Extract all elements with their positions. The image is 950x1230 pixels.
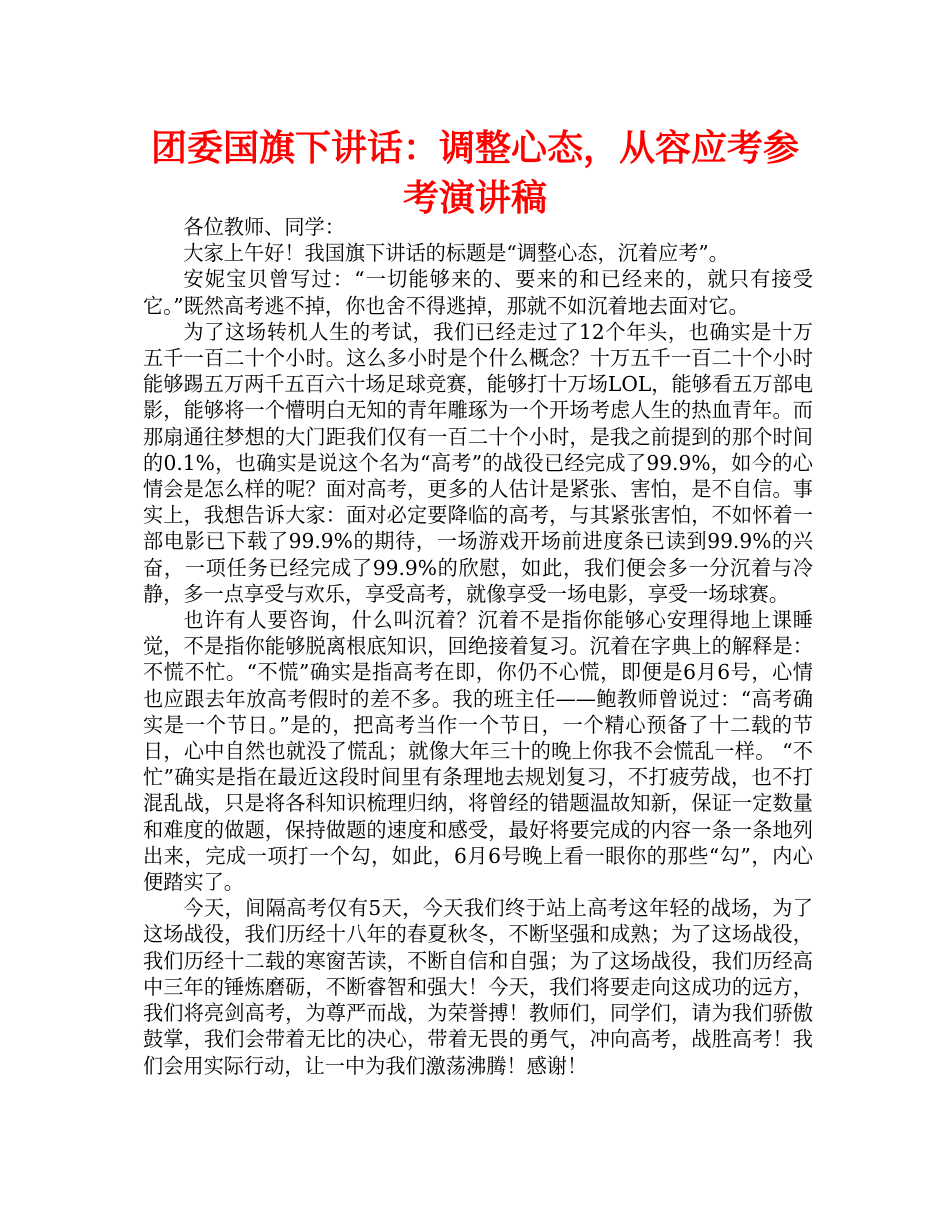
paragraph-calm: 也许有人要咨询，什么叫沉着？沉着不是指你能够心安理得地上课睡觉，不是指你能够脱离根底知识，回绝接着复习。沉着在字典上的解释是：不慌不忙。“不慌”确实是指高考在即，你仍不心慌，即便是6月6号，心情也应跟去年放高考假时的差不多。我的班主任——鲍教师曾说过：“高考确实是一个节日。”是的，把高考当作一个节日，一个精心预备了十二载的节日，心中自然也就没了慌乱；就像大年三十的晚上你我不会慌乱一样。 “不忙”确实是指在最近这段时间里有条理地去规划复习，不打疲劳战，也不打混乱战，只是将各科知识梳理归纳，将曾经的错题温故知新，保证一定数量和难度的做题，保持做题的速度和感受，最好将要完成的内容一条一条地列出来，完成一项打一个勾，如此，6月6号晚上看一眼你的那些“勾”，内心便踏实了。 bbox=[143, 608, 813, 895]
paragraph-salutation: 各位教师、同学： bbox=[183, 215, 345, 239]
document-body bbox=[143, 214, 813, 1079]
paragraph-greeting: 大家上午好！我国旗下讲话的标题是“调整心态，沉着应考”。 bbox=[183, 241, 729, 266]
paragraph-quote: 安妮宝贝曾写过：“一切能够来的、要来的和已经来的，就只有接受它。”既然高考逃不掉，你也舍不得逃掉，那就不如沉着地去面对它。 bbox=[143, 267, 813, 318]
document-title: 团委国旗下讲话：调整心态，从容应考参考演讲稿 bbox=[150, 128, 799, 219]
paragraph-closing: 今天，间隔高考仅有5天，今天我们终于站上高考这年轻的战场，为了这场战役，我们历经十八年的春夏秋冬，不断坚强和成熟；为了这场战役，我们历经十二载的寒窗苦读，不断自信和自强；为了这场战役，我们历经高中三年的锤炼磨砺，不断睿智和强大！今天，我们将要走向这成功的远方，我们将亮剑高考，为尊严而战，为荣誉搏！教师们，同学们，请为我们骄傲鼓掌，我们会带着无比的决心，带着无畏的勇气，冲向高考，战胜高考！我们会用实际行动，让一中为我们激荡沸腾！感谢！ bbox=[143, 896, 813, 1078]
paragraph-time: 为了这场转机人生的考试，我们已经走过了12个年头，也确实是十万五千一百二十个小时。这么多小时是个什么概念？十万五千一百二十个小时能够踢五万两千五百六十场足球竞赛，能够打十万场LOL，能够看五万部电影，能够将一个懵明白无知的青年雕琢为一个开场考虑人生的热血青年。而那扇通往梦想的大门距我们仅有一百二十个小时，是我之前提到的那个时间的0.1%，也确实是说这个名为“高考”的战役已经完成了99.9%，如今的心情会是怎么样的呢？面对高考，更多的人估计是紧张、害怕，是不自信。事实上，我想告诉大家：面对必定要降临的高考，与其紧张害怕，不如怀着一部电影已下载了99.9%的期待，一场游戏开场前进度条已读到99.9%的兴奋，一项任务已经完成了99.9%的欣慰，如此，我们便会多一分沉着与冷静，多一点享受与欢乐，享受高考，就像享受一场电影，享受一场球赛。 bbox=[143, 319, 813, 606]
